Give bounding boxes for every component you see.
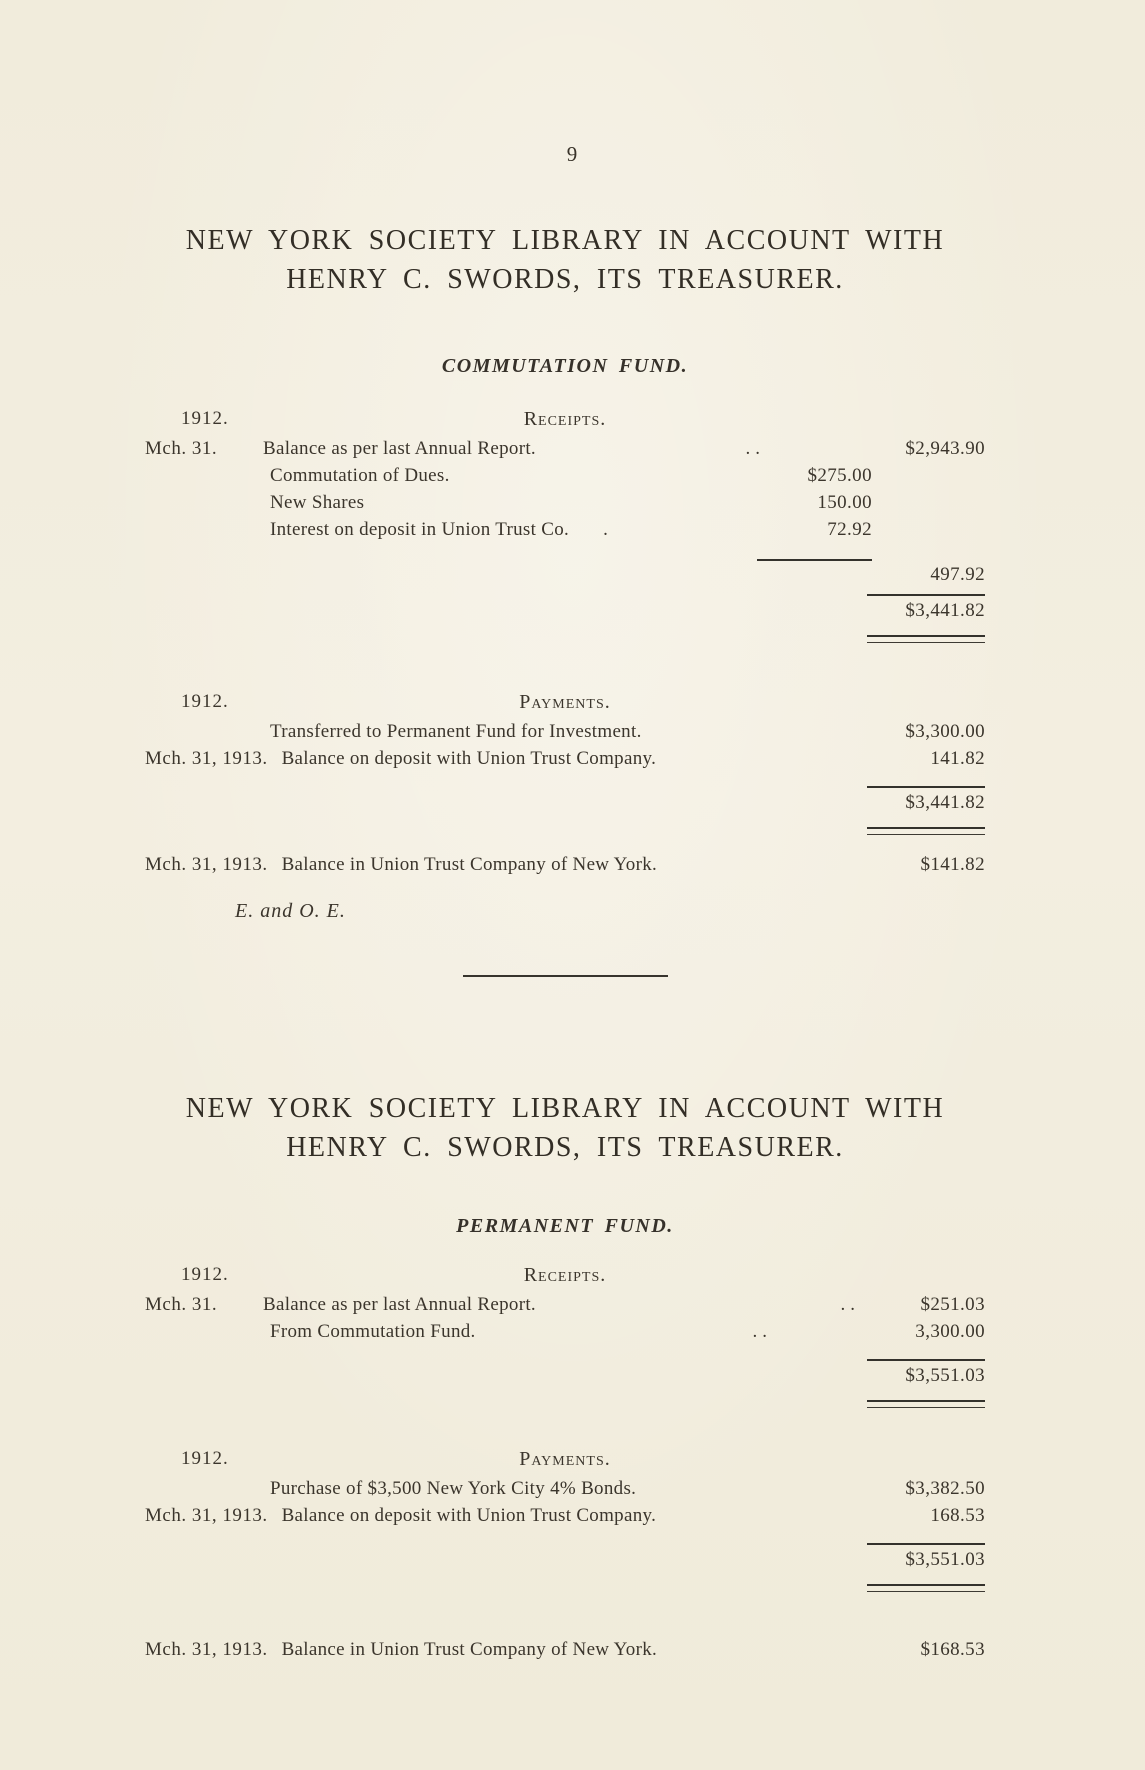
total-amount: $3,441.82 [905, 600, 985, 621]
closing-balance-row [145, 1636, 985, 1663]
ledger-row [145, 1291, 985, 1318]
amount-outer: 168.53 [930, 1505, 985, 1526]
ledger-row [145, 1475, 985, 1502]
total-rule [867, 635, 985, 643]
ledger-row [145, 516, 985, 543]
year-label: 1912. [181, 1448, 229, 1469]
row-date: Mch. 31. [145, 438, 218, 459]
ledger-row [145, 489, 985, 516]
subtotal-amount: 497.92 [930, 564, 985, 585]
page-number: 9 [566, 142, 579, 166]
row-label: Transferred to Permanent Fund for Investment. [270, 721, 642, 742]
leader-dots: . [603, 519, 613, 540]
year-label: 1912. [181, 408, 229, 429]
receipts-header-permanent [145, 1264, 985, 1291]
row-label: Balance as per last Annual Report. [263, 438, 536, 459]
amount-outer: $3,382.50 [905, 1478, 985, 1499]
row-label: Interest on deposit in Union Trust Co. [270, 519, 570, 540]
account-heading-line2: HENRY C. SWORDS, ITS TREASURER. [286, 1132, 844, 1163]
total-amount: $3,551.03 [905, 1549, 985, 1570]
row-date: Mch. 31, 1913. [145, 748, 268, 769]
total-row [145, 1545, 985, 1575]
amount-inner: 72.92 [827, 519, 872, 540]
row-label: From Commutation Fund. [270, 1321, 476, 1342]
amount-outer: $3,300.00 [905, 721, 985, 742]
row-label: Balance on deposit with Union Trust Company. [281, 1505, 657, 1526]
leader-dots: .. [745, 438, 765, 459]
fund-title-commutation: COMMUTATION FUND. [441, 355, 689, 377]
receipts-title: Receipts. [523, 1264, 607, 1286]
total-rule [867, 1400, 985, 1408]
leader-dots: .. [840, 1294, 860, 1315]
closing-amount: $168.53 [920, 1639, 985, 1660]
ledger-row [145, 462, 985, 489]
fund-title-permanent: PERMANENT FUND. [456, 1215, 674, 1237]
row-label: New Shares [270, 492, 365, 513]
receipts-header-commutation [145, 408, 985, 435]
row-date: Mch. 31, 1913. [145, 1639, 268, 1660]
ledger-row [145, 718, 985, 745]
account-heading-line1: NEW YORK SOCIETY LIBRARY IN ACCOUNT WITH [185, 225, 945, 256]
total-amount: $3,551.03 [905, 1365, 985, 1386]
row-label: Balance in Union Trust Company of New York. [281, 854, 658, 875]
total-amount: $3,441.82 [905, 792, 985, 813]
total-rule [867, 827, 985, 835]
leader-dots: .. [752, 1321, 772, 1342]
payments-title: Payments. [519, 691, 611, 713]
page-content [145, 221, 985, 1663]
row-label: Balance on deposit with Union Trust Company. [281, 748, 657, 769]
account-heading-line2: HENRY C. SWORDS, ITS TREASURER. [286, 264, 844, 295]
ledger-row [145, 1502, 985, 1529]
payments-header-commutation [145, 691, 985, 718]
total-row [145, 1361, 985, 1391]
ledger-row [145, 435, 985, 462]
row-date: Mch. 31, 1913. [145, 854, 268, 875]
total-row [145, 788, 985, 818]
payments-title: Payments. [519, 1448, 611, 1470]
account-heading-commutation [145, 221, 985, 299]
row-label: Commutation of Dues. [270, 465, 450, 486]
row-label: Balance as per last Annual Report. [263, 1294, 536, 1315]
row-label: Purchase of $3,500 New York City 4% Bonds. [270, 1478, 637, 1499]
closing-balance-row [145, 851, 985, 878]
account-heading-line1: NEW YORK SOCIETY LIBRARY IN ACCOUNT WITH [185, 1093, 945, 1124]
amount-outer: $2,943.90 [905, 438, 985, 459]
amount-outer: 3,300.00 [915, 1321, 985, 1342]
account-heading-permanent [145, 1089, 985, 1167]
receipts-title: Receipts. [523, 408, 607, 430]
payments-header-permanent [145, 1448, 985, 1475]
amount-inner: $275.00 [807, 465, 872, 486]
total-rule [867, 1584, 985, 1592]
ledger-row [145, 745, 985, 772]
amount-inner: 150.00 [817, 492, 872, 513]
amount-outer: $251.03 [920, 1294, 985, 1315]
subtotal-row [145, 561, 985, 588]
row-label: Balance in Union Trust Company of New York. [281, 1639, 658, 1660]
errors-omissions-note: E. and O. E. [235, 900, 346, 922]
year-label: 1912. [181, 1264, 229, 1285]
row-date: Mch. 31, 1913. [145, 1505, 268, 1526]
amount-outer: 141.82 [930, 748, 985, 769]
closing-amount: $141.82 [920, 854, 985, 875]
section-divider-rule [463, 975, 668, 977]
total-row [145, 596, 985, 626]
ledger-row [145, 1318, 985, 1345]
year-label: 1912. [181, 691, 229, 712]
row-date: Mch. 31. [145, 1294, 218, 1315]
